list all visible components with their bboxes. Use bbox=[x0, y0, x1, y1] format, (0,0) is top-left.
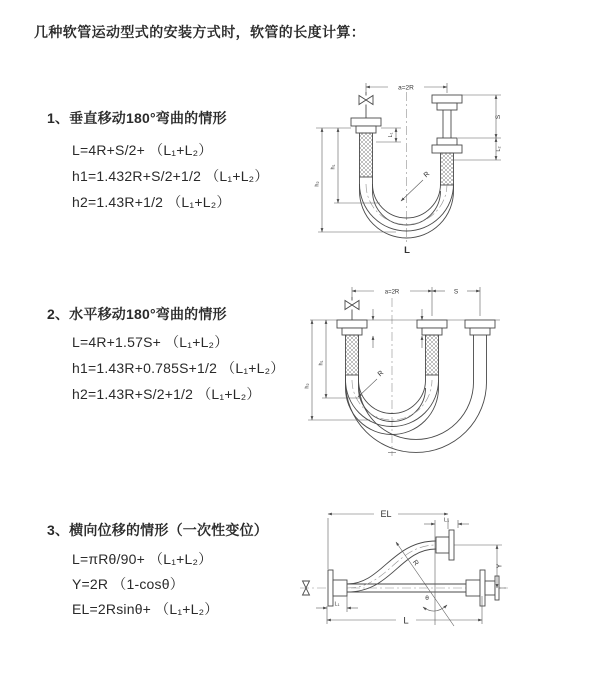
section2-formula-h1: h1=1.43R+0.785S+1/2 （L₁+L₂） bbox=[72, 360, 285, 376]
label-l2: L₂ bbox=[496, 146, 502, 152]
diagram-horizontal-180-bend bbox=[304, 278, 594, 468]
label-h1: h₁ bbox=[330, 164, 337, 170]
left-hose-braid bbox=[360, 133, 373, 177]
section3-heading: 3、横向位移的情形（一次性变位） bbox=[47, 522, 268, 538]
label-a2r: a=2R bbox=[384, 289, 400, 296]
right-lower-fitting bbox=[466, 570, 499, 606]
upper-fitting bbox=[436, 530, 454, 560]
left-hose-braid bbox=[346, 335, 359, 375]
section1-formula-h1: h1=1.432R+S/2+1/2 （L₁+L₂） bbox=[72, 168, 269, 184]
dimension-a2r-s bbox=[352, 287, 480, 316]
radius-leader bbox=[401, 171, 431, 201]
label-y: Y bbox=[496, 563, 504, 569]
section2-heading: 2、水平移动180°弯曲的情形 bbox=[47, 306, 227, 322]
label-l: L bbox=[403, 615, 409, 627]
label-h2: h₂ bbox=[304, 383, 311, 389]
dimension-el bbox=[328, 509, 448, 569]
flanges bbox=[337, 320, 495, 335]
page-title: 几种软管运动型式的安装方式时，软管的长度计算： bbox=[34, 24, 366, 40]
section3-formula-el: EL=2Rsinθ+ （L₁+L₂） bbox=[72, 601, 219, 617]
diagram-lateral-displacement bbox=[296, 502, 600, 652]
dimension-l1-top bbox=[424, 518, 469, 626]
fitting-dims bbox=[373, 309, 422, 348]
label-h2: h₂ bbox=[314, 181, 321, 187]
center-hose-braid bbox=[426, 335, 439, 375]
dimension-a2r bbox=[366, 83, 447, 93]
section2-formula-h2: h2=1.43R+S/2+1/2 （L₁+L₂） bbox=[72, 386, 261, 402]
radius-leader bbox=[358, 370, 385, 397]
section3-formula-l: L=πRθ/90+ （L₁+L₂） bbox=[72, 551, 213, 567]
label-el: EL bbox=[380, 509, 392, 519]
section1-formula-h2: h2=1.43R+1/2 （L₁+L₂） bbox=[72, 194, 231, 210]
label-l: L bbox=[404, 245, 410, 256]
valve-icon bbox=[359, 92, 373, 118]
section1-heading: 1、垂直移动180°弯曲的情形 bbox=[47, 110, 227, 126]
label-h1: h₁ bbox=[318, 360, 325, 366]
section3-formula-y: Y=2R （1-cosθ） bbox=[72, 576, 184, 592]
label-l1: L₁ bbox=[388, 132, 394, 138]
label-r: R bbox=[376, 369, 386, 379]
dimension-l1-left bbox=[316, 596, 358, 612]
section1-formula-l: L=4R+S/2+ （L₁+L₂） bbox=[72, 142, 213, 158]
label-theta: θ bbox=[425, 595, 429, 602]
right-hose-braid bbox=[441, 153, 454, 185]
left-flange bbox=[351, 118, 381, 133]
label-s: S bbox=[453, 288, 459, 296]
section2-formula-l: L=4R+1.57S+ （L₁+L₂） bbox=[72, 334, 229, 350]
label-r: R bbox=[410, 559, 420, 568]
label-r: R bbox=[422, 170, 432, 180]
label-l1-left: L₁ bbox=[334, 601, 340, 608]
hose-u-bends bbox=[346, 335, 487, 453]
label-s: S bbox=[495, 114, 502, 120]
label-l1-top: L₁ bbox=[444, 517, 449, 524]
dimension-l1 bbox=[376, 128, 401, 142]
label-a2r: a=2R bbox=[398, 84, 414, 92]
right-flanges bbox=[432, 95, 462, 153]
dimension-l bbox=[327, 596, 482, 627]
valve-icon bbox=[345, 297, 359, 320]
diagram-vertical-180-bend bbox=[308, 72, 598, 257]
